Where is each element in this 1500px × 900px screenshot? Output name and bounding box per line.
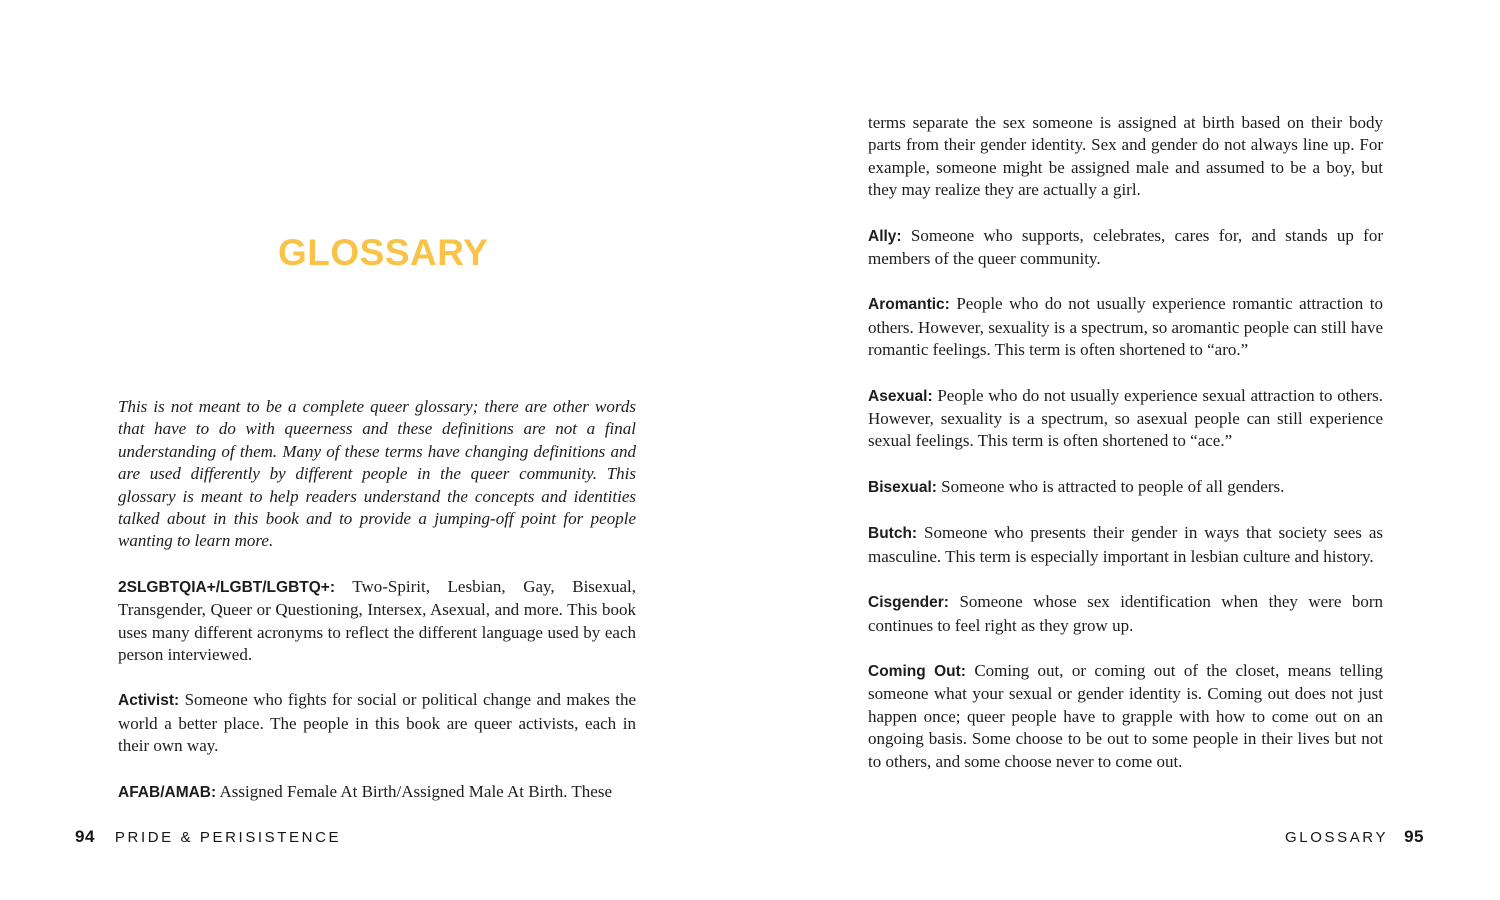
- left-page-footer: [75, 827, 341, 847]
- glossary-entry: [868, 293, 1383, 361]
- section-running-head: GLOSSARY: [1285, 829, 1389, 846]
- entry-term: AFAB/AMAB:: [118, 783, 217, 801]
- entry-term: Asexual:: [868, 387, 933, 405]
- right-page-footer: [1285, 827, 1424, 847]
- glossary-entry: [118, 576, 636, 667]
- entry-term: Activist:: [118, 692, 180, 710]
- book-title-running-head: PRIDE & PERISISTENCE: [114, 829, 342, 846]
- glossary-entry: [868, 591, 1383, 637]
- entry-term: Butch:: [868, 525, 918, 543]
- entry-definition: Someone who supports, celebrates, cares for, and stands up for members of the queer community.: [868, 225, 1383, 269]
- glossary-entries-left: [118, 576, 636, 804]
- right-page-text: [868, 112, 1383, 773]
- glossary-title: GLOSSARY: [278, 232, 489, 273]
- entry-definition: Assigned Female At Birth/Assigned Male At Birth. These: [219, 781, 613, 801]
- glossary-entry: [868, 385, 1383, 453]
- glossary-entry: [868, 225, 1383, 271]
- glossary-entry: [868, 476, 1383, 499]
- entry-term: Cisgender:: [868, 594, 949, 612]
- glossary-entry: [118, 689, 636, 757]
- left-page-text: [118, 396, 636, 804]
- entry-term: Ally:: [868, 227, 902, 245]
- entry-definition: Someone who is attracted to people of all genders.: [941, 476, 1285, 496]
- entry-term: Bisexual:: [868, 478, 937, 496]
- glossary-entries-right: [868, 225, 1383, 773]
- glossary-entry: [118, 781, 636, 804]
- glossary-intro: This is not meant to be a complete queer glossary; there are other words that have to do with queerness and these definitions are not a final understanding of them. Many of these terms have changing definitions and are used differently by different people in the queer community. This glossary is meant to help readers understand the concepts and identities talked about in this book and to provide a jumping-off point for people wanting to learn more.: [118, 397, 636, 551]
- entry-term: Aromantic:: [868, 296, 950, 314]
- entry-term: 2SLGBTQIA+/LGBT/LGBTQ+:: [118, 578, 336, 596]
- entry-definition: Someone who fights for social or political change and makes the world a better place. The people in this book are queer activists, each in their own way.: [118, 690, 637, 756]
- entry-definition: People who do not usually experience romantic attraction to others. However, sexuality is a spectrum, so aromantic people can still have romantic feelings. This term is often shortened to “aro.”: [868, 294, 1383, 360]
- right-page-number: 95: [1404, 827, 1424, 846]
- entry-definition: Someone whose sex identification when they were born continues to feel right as they grow up.: [868, 592, 1383, 635]
- entry-definition: Coming out, or coming out of the closet, means telling someone what your sexual or gender identity is. Coming out does not just happen once; queer people have to grapple with how to come out on an ongoing basis. Some choose to be out to some people in their lives but not to others, and some choose never to come out.: [868, 660, 1384, 771]
- glossary-entry: [868, 522, 1383, 568]
- entry-definition: Someone who presents their gender in ways that society sees as masculine. This term is especially important in lesbian culture and history.: [868, 523, 1383, 566]
- left-page-number: 94: [75, 827, 95, 846]
- entry-continuation: terms separate the sex someone is assigned at birth based on their body parts from their gender identity. Sex and gender do not always line up. For example, someone might be assigned male and assumed to be a boy, but they may realize they are actually a girl.: [868, 113, 1383, 200]
- glossary-entry: [868, 660, 1383, 773]
- entry-definition: Two-Spirit, Lesbian, Gay, Bisexual, Transgender, Queer or Questioning, Intersex, Asexual, and more. This book uses many different acronyms to reflect the different language used by each person interviewed.: [118, 576, 636, 665]
- entry-term: Coming Out:: [868, 662, 966, 680]
- entry-definition: People who do not usually experience sexual attraction to others. However, sexuality is a spectrum, so asexual people can still experience sexual feelings. This term is often shortened to “ace.”: [868, 385, 1383, 451]
